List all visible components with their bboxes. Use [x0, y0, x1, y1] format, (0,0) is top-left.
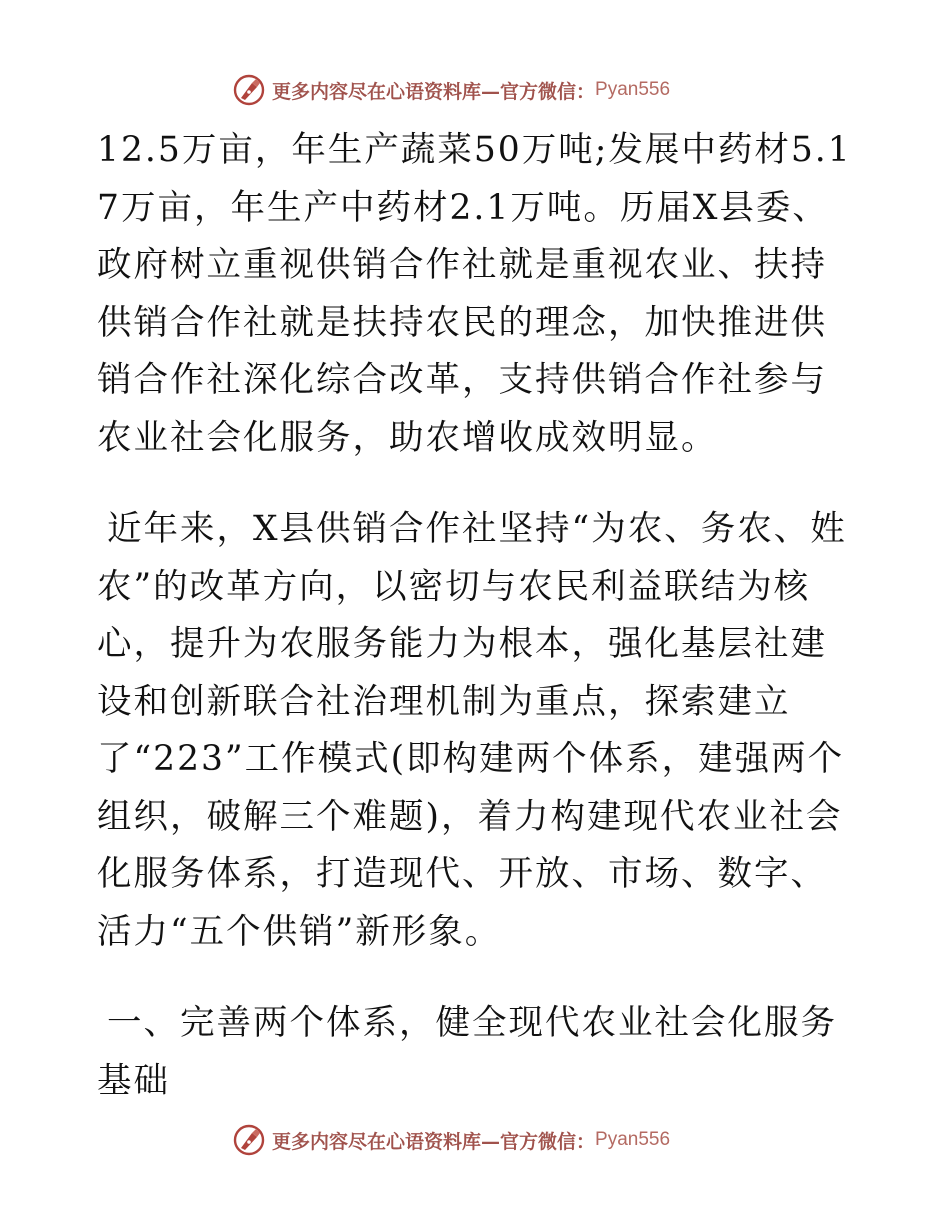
pen-nib-circle-icon [232, 73, 266, 107]
watermark-id: Pyan556 [595, 1129, 671, 1150]
watermark-text: 更多内容尽在心语资料库—官方微信： [272, 80, 596, 103]
section-heading-text: 一、完善两个体系，健全现代农业社会化服务基础 [97, 1003, 837, 1101]
header-watermark [232, 72, 670, 108]
paragraph-2 [97, 501, 857, 961]
watermark-text: 更多内容尽在心语资料库—官方微信： [272, 1130, 596, 1153]
document-body [97, 122, 857, 1110]
paragraph-2-text: 近年来，X县供销合作社坚持“为农、务农、姓农”的改革方向，以密切与农民利益联结为核心，提升为农服务能力为根本，强化基层社建设和创新联合社治理机制为重点，探索建立了“223”工作模式(即构建两个体系，建强两个组织，破解三个难题)，着力构建现代农业社会化服务体系，打造现代、开放、市场、数字、活力“五个供销”新形象。 [97, 509, 847, 952]
watermark-id: Pyan556 [595, 79, 671, 100]
footer-watermark [232, 1122, 670, 1158]
section-heading [97, 995, 857, 1110]
pen-nib-circle-icon [232, 1123, 266, 1157]
paragraph-1: 12.5万亩，年生产蔬菜50万吨;发展中药材5.17万亩，年生产中药材2.1万吨。历届X县委、政府树立重视供销合作社就是重视农业、扶持供销合作社就是扶持农民的理念，加快推进供销合作社深化综合改革，支持供销合作社参与农业社会化服务，助农增收成效明显。 [97, 130, 852, 458]
